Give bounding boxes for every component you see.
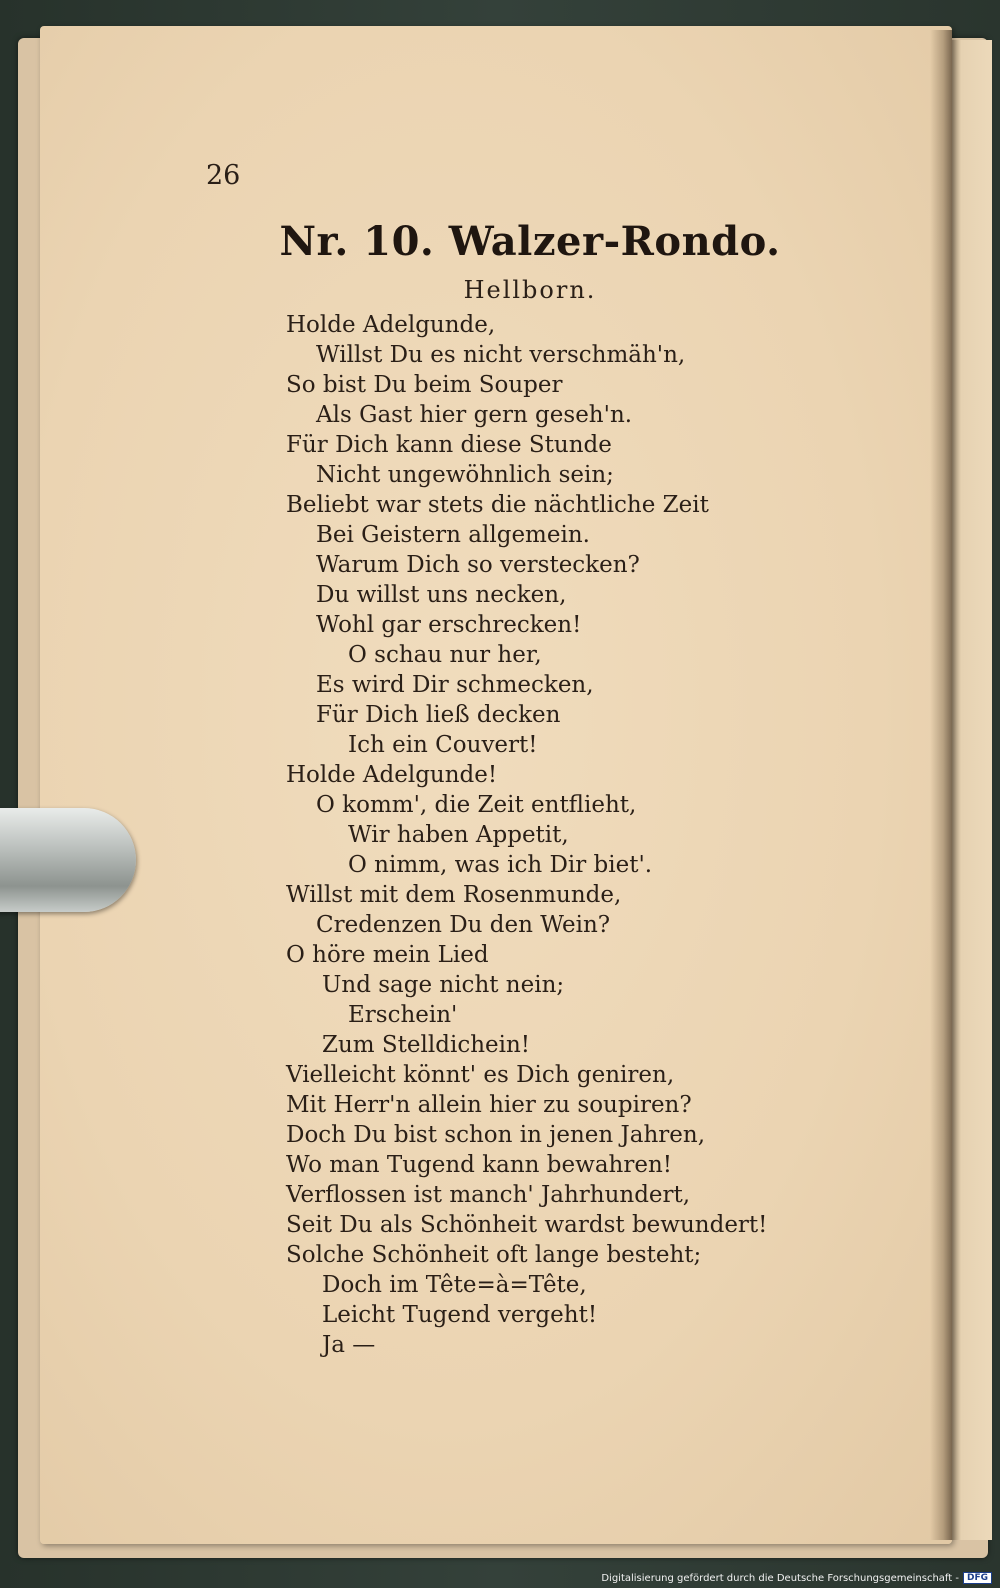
page-number: 26 [206,160,241,191]
poem-line: Willst mit dem Rosenmunde, [286,882,622,908]
poem-line: Ja — [322,1332,376,1358]
poem-line: Mit Herr'n allein hier zu soupiren? [286,1092,692,1118]
poem-text [286,310,906,1360]
digitization-credit [601,1572,992,1584]
poem-line: O höre mein Lied [286,942,489,968]
poem-line: Bei Geistern allgemein. [316,522,590,548]
poem-line: Verflossen ist manch' Jahrhundert, [286,1182,691,1208]
poem-line: Und sage nicht nein; [322,972,565,998]
poem-line: Für Dich kann diese Stunde [286,432,612,458]
poem-line: So bist Du beim Souper [286,372,563,398]
poem-line: Warum Dich so verstecken? [316,552,640,578]
poem-line: O nimm, was ich Dir biet'. [348,852,653,878]
poem-line: Willst Du es nicht verschmäh'n, [316,342,686,368]
poem-line: Holde Adelgunde! [286,762,498,788]
page-title: Nr. 10. Walzer-Rondo. [279,218,781,265]
poem-line: Erschein' [348,1002,458,1028]
poem-line: Vielleicht könnt' es Dich geniren, [286,1062,675,1088]
poem-line: Credenzen Du den Wein? [316,912,611,938]
poem-line: Wir haben Appetit, [348,822,569,848]
poem-line: Wo man Tugend kann bewahren! [286,1152,673,1178]
poem-line: Beliebt war stets die nächtliche Zeit [286,492,709,518]
author-name: Hellborn. [463,276,597,304]
credit-text: Digitalisierung gefördert durch die Deutsche Forschungsgemeinschaft - [601,1572,959,1584]
poem-line: Seit Du als Schönheit wardst bewundert! [286,1212,768,1238]
poem-line: Für Dich ließ decken [316,702,561,728]
poem-line: Doch im Tête=à=Tête, [322,1272,587,1298]
poem-line: Nicht ungewöhnlich sein; [316,462,614,488]
poem-line: Leicht Tugend vergeht! [322,1302,598,1328]
poem-line: Wohl gar erschrecken! [316,612,582,638]
poem-line: O komm', die Zeit entflieht, [316,792,637,818]
poem-line: Es wird Dir schmecken, [316,672,594,698]
poem-line: Doch Du bist schon in jenen Jahren, [286,1122,706,1148]
poem-line: Solche Schönheit oft lange besteht; [286,1242,702,1268]
facing-page-edge [948,40,992,1540]
poem-line: Holde Adelgunde, [286,312,496,338]
poem-line: Du willst uns necken, [316,582,567,608]
poem-line: Ich ein Couvert! [348,732,538,758]
dfg-logo: DFG [963,1572,992,1584]
poem-line: O schau nur her, [348,642,542,668]
poem-line: Zum Stelldichein! [322,1032,531,1058]
poem-line: Als Gast hier gern geseh'n. [316,402,633,428]
page-clip [0,808,136,912]
